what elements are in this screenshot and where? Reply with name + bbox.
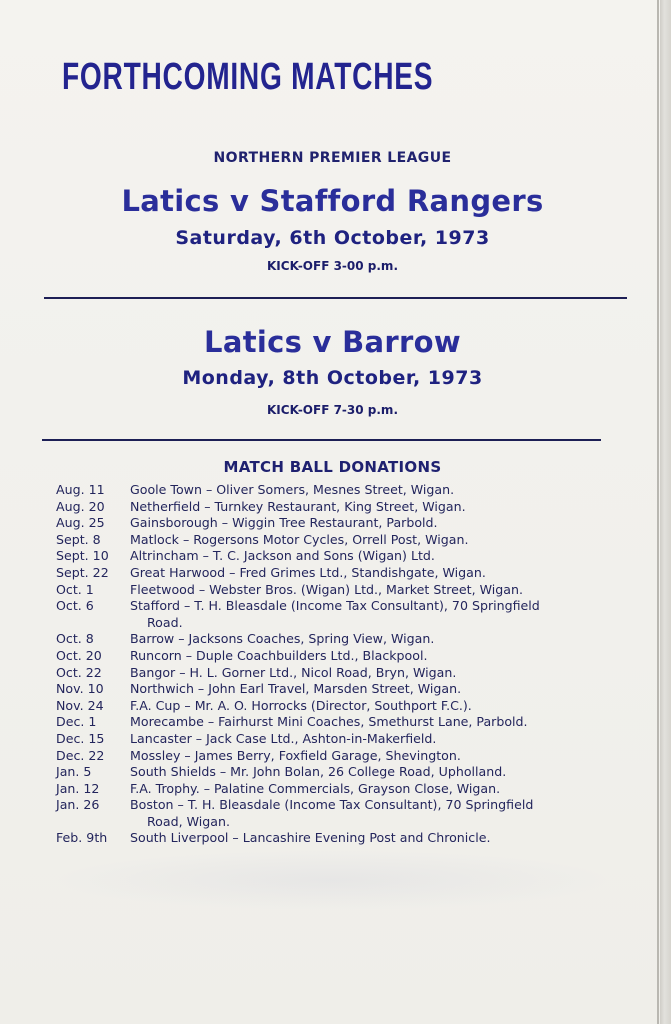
donation-text: Lancaster – Jack Case Ltd., Ashton-in-Makerfield. xyxy=(130,730,437,746)
match-1-kickoff: KICK-OFF 3-00 p.m. xyxy=(267,259,398,273)
donation-row xyxy=(56,665,636,682)
donation-row xyxy=(56,582,636,599)
donation-row xyxy=(56,598,636,631)
donation-row xyxy=(56,748,636,765)
donation-date: Dec. 15 xyxy=(56,730,105,746)
donation-date: Oct. 20 xyxy=(56,647,102,663)
donation-text: Gainsborough – Wiggin Tree Restaurant, Parbold. xyxy=(130,515,438,531)
donation-text: Stafford – T. H. Bleasdale (Income Tax Consultant), 70 Springfield xyxy=(130,598,540,614)
donation-row xyxy=(56,764,636,781)
match-2-date: Monday, 8th October, 1973 xyxy=(182,367,483,389)
divider-2 xyxy=(42,439,601,441)
page-edge xyxy=(660,0,671,1024)
donation-text: Mossley – James Berry, Foxfield Garage, Shevington. xyxy=(130,747,461,763)
donation-date: Oct. 6 xyxy=(56,598,94,614)
donation-date: Oct. 1 xyxy=(56,581,94,597)
donation-text: Goole Town – Oliver Somers, Mesnes Street, Wigan. xyxy=(130,482,455,497)
divider-1 xyxy=(44,297,627,299)
donation-date: Jan. 26 xyxy=(56,797,100,813)
page-headline: FORTHCOMING MATCHES xyxy=(62,56,434,98)
donation-date: Oct. 8 xyxy=(56,631,94,647)
donation-date: Aug. 11 xyxy=(56,482,105,497)
donation-row xyxy=(56,515,636,532)
donation-text-continued: Road, Wigan. xyxy=(147,813,230,829)
donation-text: Barrow – Jacksons Coaches, Spring View, Wigan. xyxy=(130,631,435,647)
donation-text-continued: Road. xyxy=(147,614,183,630)
donation-date: Aug. 20 xyxy=(56,498,105,514)
match-1-title: Latics v Stafford Rangers xyxy=(121,184,544,218)
donation-row xyxy=(56,797,636,830)
donation-text: F.A. Cup – Mr. A. O. Horrocks (Director, Southport F.C.). xyxy=(130,697,472,713)
donation-text: Boston – T. H. Bleasdale (Income Tax Consultant), 70 Springfield xyxy=(130,797,534,813)
donation-text: Fleetwood – Webster Bros. (Wigan) Ltd., Market Street, Wigan. xyxy=(130,581,523,597)
league-name: NORTHERN PREMIER LEAGUE xyxy=(213,150,452,166)
match-1-date: Saturday, 6th October, 1973 xyxy=(175,227,490,249)
donation-date: Aug. 25 xyxy=(56,515,105,531)
donation-text: South Liverpool – Lancashire Evening Post and Chronicle. xyxy=(130,830,491,846)
donation-text: Runcorn – Duple Coachbuilders Ltd., Blackpool. xyxy=(130,647,428,663)
donation-date: Sept. 8 xyxy=(56,531,101,547)
donation-text: Altrincham – T. C. Jackson and Sons (Wigan) Ltd. xyxy=(130,548,435,564)
donations-list xyxy=(56,482,636,847)
donation-date: Dec. 1 xyxy=(56,714,97,730)
donation-row xyxy=(56,714,636,731)
donation-row xyxy=(56,548,636,565)
donation-text: Matlock – Rogersons Motor Cycles, Orrell Post, Wigan. xyxy=(130,531,469,547)
donation-date: Nov. 10 xyxy=(56,681,104,697)
donation-date: Jan. 5 xyxy=(56,764,92,780)
page-fold-line xyxy=(657,0,659,1024)
donation-row xyxy=(56,499,636,516)
donation-text: Northwich – John Earl Travel, Marsden Street, Wigan. xyxy=(130,681,462,697)
donation-text: Bangor – H. L. Gorner Ltd., Nicol Road, Bryn, Wigan. xyxy=(130,664,457,680)
donation-text: Netherfield – Turnkey Restaurant, King Street, Wigan. xyxy=(130,498,466,514)
donation-row xyxy=(56,781,636,798)
donation-date: Jan. 12 xyxy=(56,780,100,796)
donation-row xyxy=(56,631,636,648)
donation-date: Feb. 9th xyxy=(56,830,108,846)
donation-text: South Shields – Mr. John Bolan, 26 College Road, Upholland. xyxy=(130,764,507,780)
donation-date: Sept. 10 xyxy=(56,548,109,564)
donation-row xyxy=(56,482,636,499)
donation-row xyxy=(56,681,636,698)
donation-text: Morecambe – Fairhurst Mini Coaches, Smethurst Lane, Parbold. xyxy=(130,714,528,730)
donation-date: Dec. 22 xyxy=(56,747,105,763)
donation-row xyxy=(56,648,636,665)
donation-date: Nov. 24 xyxy=(56,697,104,713)
donation-row xyxy=(56,565,636,582)
donations-heading: MATCH BALL DONATIONS xyxy=(223,458,442,476)
donation-text: F.A. Trophy. – Palatine Commercials, Grayson Close, Wigan. xyxy=(130,780,501,796)
donation-row xyxy=(56,532,636,549)
show-through-print xyxy=(52,850,612,910)
donation-row xyxy=(56,830,636,847)
match-2-title: Latics v Barrow xyxy=(204,325,461,359)
donation-row xyxy=(56,731,636,748)
donation-date: Sept. 22 xyxy=(56,564,109,580)
donation-date: Oct. 22 xyxy=(56,664,102,680)
match-2-kickoff: KICK-OFF 7-30 p.m. xyxy=(267,403,398,417)
donation-row xyxy=(56,698,636,715)
donation-text: Great Harwood – Fred Grimes Ltd., Standishgate, Wigan. xyxy=(130,564,486,580)
